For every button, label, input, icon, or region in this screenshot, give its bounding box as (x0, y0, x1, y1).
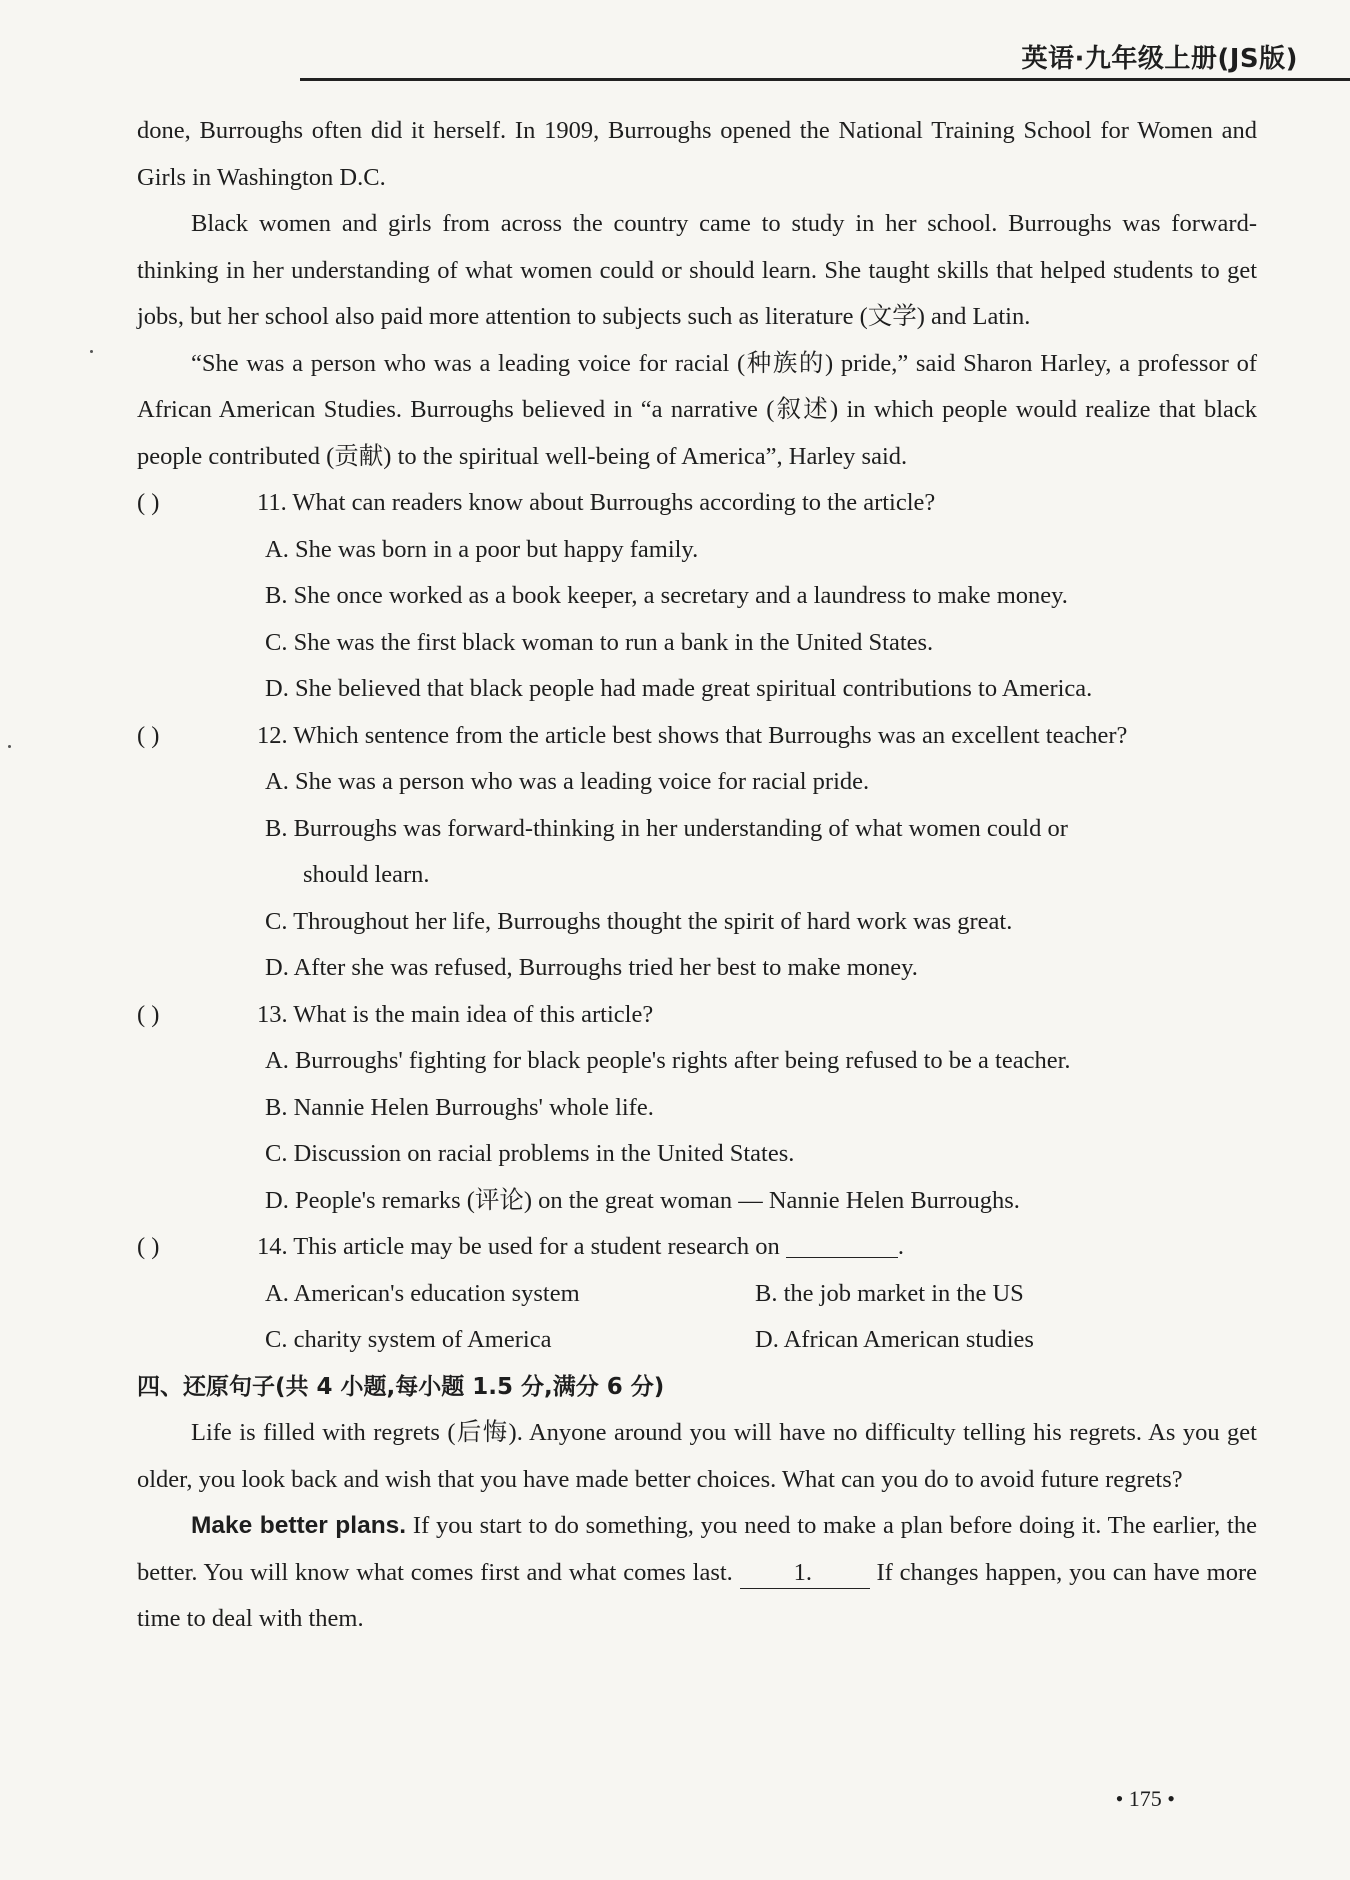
option-a: A. Burroughs' fighting for black people's rights after being refused to be a teacher. (265, 1047, 1071, 1074)
scan-speck (8, 745, 11, 748)
paragraph-text: If you start to do something, you need to make a plan before doing it. The earlier, the better. You will know what comes first and what comes last. (137, 1512, 1257, 1586)
answer-blank (786, 1231, 898, 1258)
option-c: C. She was the first black woman to run a bank in the United States. (265, 628, 934, 656)
paragraph-tail: If changes happen, you can have more time to deal with them. (137, 1558, 1257, 1632)
answer-blank-1: 1. (740, 1558, 870, 1589)
answer-paren: ( ) (137, 1000, 160, 1028)
question-stem: 11. What can readers know about Burroughs according to the article? (257, 489, 936, 516)
passage-paragraph: “She was a person who was a leading voice for racial (种族的) pride,” said Sharon Harley, a professor of African American Studies. Burroughs believed in “a narrative (叙述) in which people would realize that black people contributed (贡献) to the spiritual well-being of America”, Harley said. (137, 349, 1257, 470)
question-11 (137, 480, 1257, 527)
bold-lead: Make better plans. (191, 1512, 407, 1539)
header-title: 英语·九年级上册(JS版) (1021, 44, 1298, 74)
option-c: C. Throughout her life, Burroughs thought the spirit of hard work was great. (265, 907, 1013, 935)
option-b-continued: should learn. (303, 861, 430, 888)
option-d: D. After she was refused, Burroughs tried her best to make money. (265, 954, 918, 981)
question-stem: 13. What is the main idea of this article? (257, 1000, 654, 1028)
option-b: B. the job market in the US (755, 1279, 1024, 1307)
question-12 (137, 713, 1257, 760)
option-b: B. Burroughs was forward-thinking in her understanding of what women could or (265, 814, 1068, 842)
question-stem: 12. Which sentence from the article best shows that Burroughs was an excellent teacher? (257, 721, 1128, 749)
option-a: A. She was born in a poor but happy family. (265, 535, 699, 563)
option-row (137, 1317, 1257, 1364)
option-row (137, 1271, 1257, 1318)
answer-paren: ( ) (137, 721, 160, 749)
scan-speck (90, 350, 93, 353)
stem-end: . (897, 1233, 904, 1260)
option-b: B. She once worked as a book keeper, a secretary and a laundress to make money. (265, 582, 1068, 609)
header-rule (300, 78, 1350, 81)
section-paragraph (137, 1503, 1257, 1643)
option-d: D. African American studies (755, 1326, 1034, 1353)
passage-paragraph: Black women and girls from across the country came to study in her school. Burroughs was forward-thinking in her understanding of what women could or should learn. She taught skills that helped students to get jobs, but her school also paid more attention to subjects such as literature (文学) and Latin. (137, 210, 1257, 330)
question-stem: 14. This article may be used for a student research on (257, 1233, 780, 1260)
option-c: C. Discussion on racial problems in the United States. (265, 1140, 795, 1167)
section-heading: 四、还原句子(共 4 小题,每小题 1.5 分,满分 6 分) (137, 1373, 665, 1400)
option-a: A. She was a person who was a leading voice for racial pride. (265, 768, 870, 795)
page-number: • 175 • (1115, 1786, 1175, 1811)
passage-paragraph: done, Burroughs often did it herself. In 1909, Burroughs opened the National Training School for Women and Girls in Washington D.C. (137, 117, 1257, 191)
option-c: C. charity system of America (265, 1326, 552, 1353)
answer-paren: ( ) (137, 1233, 160, 1260)
answer-paren: ( ) (137, 489, 160, 516)
question-13 (137, 992, 1257, 1039)
page-content (137, 108, 1257, 1643)
option-b: B. Nannie Helen Burroughs' whole life. (265, 1093, 654, 1121)
section-paragraph: Life is filled with regrets (后悔). Anyone around you will have no difficulty telling his regrets. As you get older, you look back and wish that you have made better choices. What can you do to avoid future regrets? (137, 1419, 1257, 1493)
option-a: A. American's education system (265, 1279, 580, 1307)
question-14 (137, 1224, 1257, 1271)
option-d: D. People's remarks (评论) on the great woman — Nannie Helen Burroughs. (265, 1186, 1020, 1214)
option-d: D. She believed that black people had made great spiritual contributions to America. (265, 675, 1093, 702)
